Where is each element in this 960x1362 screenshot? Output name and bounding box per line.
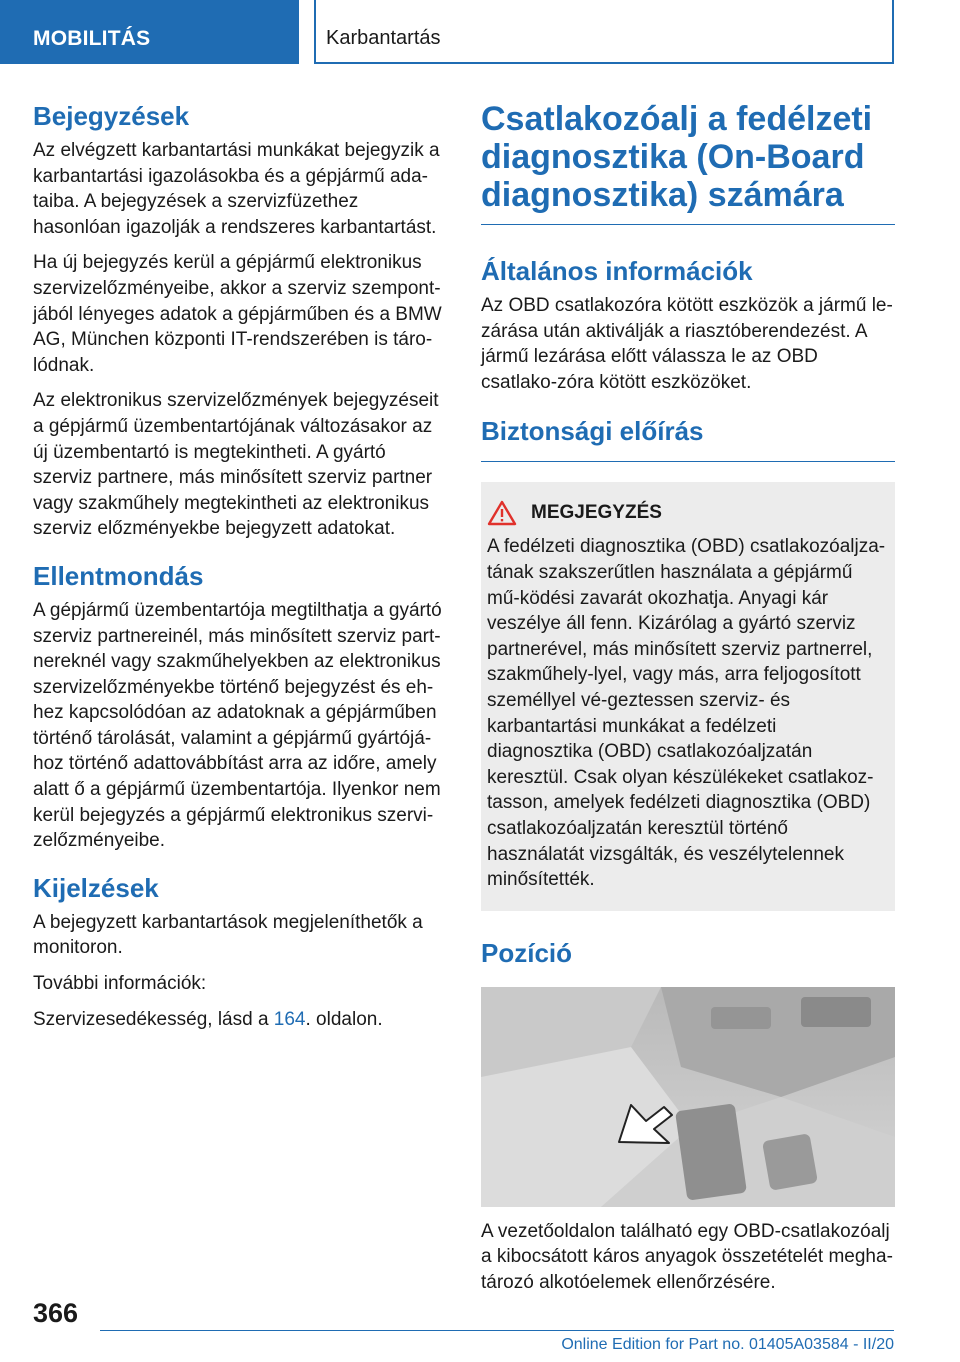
- warning-note-title: MEGJEGYZÉS: [531, 502, 662, 524]
- heading-bejegyzesek: Bejegyzések: [33, 101, 190, 131]
- chapter-title: Karbantartás: [314, 0, 894, 64]
- left-column: [33, 100, 449, 1042]
- warning-note-text: A fedélzeti diagnosztika (OBD) csatlakozóaljza-tának szakszerűtlen használata a gépjármű mű-ködési zavarát okozhatja. Anyagi kár veszélye áll fenn. Kizárólag a gyártó szerviz partnerével, más minősített szerviz partnerrel, szakműhely-lyel, vagy más, arra feljogosított személlyel vé-geztessen szerviz- és karbantartási munkákat a fedélzeti diagnosztika (OBD) csatlakozóaljzatán keresztül. Csak olyan készülékeket csatlakoz-tasson, amelyek fedélzeti diagnosztika (OBD) csatlakozóaljzatán keresztül történő használatát vizsgálták, és veszélytelennek minősítették.: [487, 536, 886, 891]
- paragraph: Az OBD csatlakozóra kötött eszközök a jármű le-zárása után aktiválják a riasztóberendezést. A jármű lezárása előtt válassza le az OBD csatlako-zóra kötött eszközöket.: [481, 295, 893, 393]
- footer-divider: [100, 1330, 894, 1331]
- paragraph: A bejegyzett karbantartások megjeleníthetők a monitoron.: [33, 911, 423, 959]
- main-heading-obd: Csatlakozóalj a fedélzeti diagnosztika (On-Board diagnosztika) számára: [481, 100, 895, 225]
- warning-triangle-icon: [487, 500, 517, 526]
- heading-ellentmondas: Ellentmondás: [33, 560, 204, 591]
- paragraph: Az elvégzett karbantartási munkákat bejegyzik a karbantartási igazolásokba és a gépjármű ada-taiba. A bejegyzések a szervizfüzethez hasonlóan igazolják a rendszeres karbantartást.: [33, 140, 440, 238]
- section-tab: MOBILITÁS: [0, 0, 299, 64]
- footer-edition: Online Edition for Part no. 01405A03584 - II/20: [561, 1336, 894, 1353]
- heading-general-info: Általános információk: [481, 256, 753, 286]
- paragraph: További információk:: [33, 973, 207, 995]
- page-number: 366: [33, 1298, 79, 1328]
- heading-safety: Biztonsági előírás: [481, 415, 895, 462]
- paragraph: A gépjármű üzembentartója megtilthatja a gyártó szerviz partnereinél, más minősített szerviz part-nereknél vagy szakműhelyekben az elektronikus szervizelőzményekbe történő bejegyzést és eh-hez kapcsolódóan az adatoknak a gépjárműben történő tárolását, valamint a gépjármű gyártójá-hoz történő adattovábbítást arra az időre, amely alatt ő a gépjármű üzembentartója. Ilyenkor nem kerül bejegyzés a gépjármű elektronikus szervi-zelőzményeibe.: [33, 599, 442, 852]
- warning-note: [481, 482, 895, 910]
- heading-kijelzesek: Kijelzések: [33, 872, 159, 903]
- right-column: [481, 100, 895, 1305]
- cross-reference-suffix: . oldalon.: [305, 1008, 383, 1030]
- obd-location-photo: [481, 987, 895, 1207]
- photo-caption: A vezetőoldalon található egy OBD-csatlakozóalj a kibocsátott káros anyagok összetételét megha-tározó alkotóelemek ellenőrzésére.: [481, 1220, 893, 1293]
- cross-reference-prefix: Szervizesedékesség, lásd a: [33, 1008, 274, 1030]
- paragraph: Az elektronikus szervizelőzmények bejegyzéseit a gépjármű üzembentartójának változásakor az új üzembentartó is megtekintheti. A gyártó szerviz partnere, más minősített szerviz partner vagy szakműhely megtekintheti az elektronikus szerviz előzményekbe bejegyzett adatokat.: [33, 390, 439, 540]
- warning-note-header: [487, 500, 887, 526]
- page-link[interactable]: 164: [273, 1008, 306, 1030]
- paragraph: Ha új bejegyzés kerül a gépjármű elektronikus szervizelőzményeibe, akkor a szerviz szempont-jából lényeges adatok a gépjárműben és a BMW AG, München központi IT-rendszerében is táro-lódnak.: [33, 252, 442, 376]
- cross-reference: [33, 1007, 449, 1033]
- heading-position: Pozíció: [481, 937, 573, 968]
